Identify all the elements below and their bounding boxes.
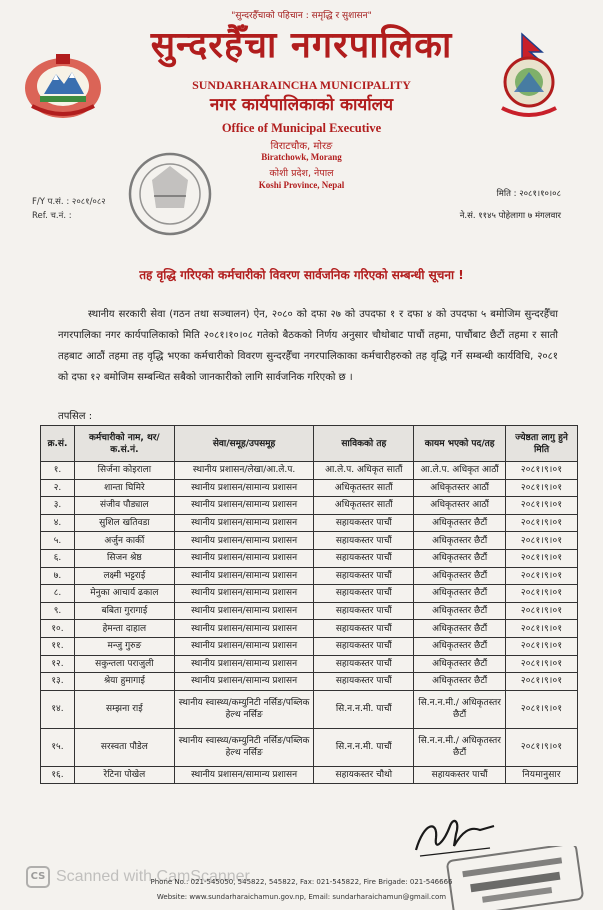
table-cell: सि.न.न.मी. पाचौं: [314, 728, 414, 766]
office-title-en: Office of Municipal Executive: [221, 121, 382, 135]
table-cell: स्थानीय प्रशासन/सामान्य प्रशासन: [174, 655, 314, 673]
table-cell: २०८१।९।०१: [506, 728, 578, 766]
table-row: [41, 620, 578, 638]
table-cell: स्थानीय स्वास्थ्य/कम्युनिटी नर्सिङ/पब्लिक हेल्थ नर्सिङ: [174, 690, 314, 728]
employee-promotion-table: [40, 425, 578, 784]
table-cell: अधिकृतस्तर सातौं: [314, 479, 414, 497]
table-cell: अधिकृतस्तर छैटौं: [414, 637, 506, 655]
column-header: क्र.सं.: [41, 426, 75, 462]
table-row: [41, 514, 578, 532]
table-cell: सकुन्तला पराजुली: [74, 655, 174, 673]
table-cell: सहायकस्तर पाचौं: [314, 637, 414, 655]
table-row: [41, 462, 578, 480]
table-row: [41, 766, 578, 784]
table-cell: बबिता गुरागाई: [74, 602, 174, 620]
notice-subject: तह वृद्धि गरिएको कर्मचारीको विवरण सार्वजनिक गरिएको सम्बन्धी सूचना !: [139, 268, 464, 282]
table-row: [41, 567, 578, 585]
table-row: [41, 637, 578, 655]
address-en-1: Biratchowk, Morang: [261, 152, 342, 162]
table-cell: २०८१।९।०१: [506, 673, 578, 691]
column-header: साविकको तह: [314, 426, 414, 462]
table-cell: २०८१।९।०१: [506, 497, 578, 515]
table-cell: हेमन्ता दाहाल: [74, 620, 174, 638]
table-cell: शान्ता घिमिरे: [74, 479, 174, 497]
table-cell: सहायकस्तर पाचौं: [314, 567, 414, 585]
municipality-title-en: SUNDARHARAINCHA MUNICIPALITY: [192, 78, 411, 92]
table-row: [41, 728, 578, 766]
table-cell: १.: [41, 462, 75, 480]
table-cell: १४.: [41, 690, 75, 728]
fiscal-year-ref: F/Y प.सं. : २०८१/०८२: [32, 197, 106, 207]
annex-label: तपसिल :: [58, 411, 93, 422]
table-cell: स्थानीय प्रशासन/सामान्य प्रशासन: [174, 567, 314, 585]
table-cell: आ.ले.प. अधिकृत सातौं: [314, 462, 414, 480]
table-cell: मेनुका आचार्य ढकाल: [74, 585, 174, 603]
table-cell: मन्जु गुरुङ: [74, 637, 174, 655]
table-cell: स्थानीय प्रशासन/सामान्य प्रशासन: [174, 497, 314, 515]
table-cell: सहायकस्तर पाचौं: [314, 602, 414, 620]
table-cell: अधिकृतस्तर छैटौं: [414, 620, 506, 638]
table-cell: संजीव पौड्याल: [74, 497, 174, 515]
table-cell: सम्झना राई: [74, 690, 174, 728]
table-cell: अर्जुन कार्की: [74, 532, 174, 550]
table-cell: अधिकृतस्तर छैटौं: [414, 532, 506, 550]
table-cell: १२.: [41, 655, 75, 673]
table-cell: अधिकृतस्तर आठौं: [414, 497, 506, 515]
table-cell: ७.: [41, 567, 75, 585]
table-cell: स्थानीय प्रशासन/सामान्य प्रशासन: [174, 585, 314, 603]
table-cell: ८.: [41, 585, 75, 603]
table-cell: स्थानीय प्रशासन/सामान्य प्रशासन: [174, 549, 314, 567]
office-title-np: नगर कार्यपालिकाको कार्यालय: [209, 95, 394, 115]
table-cell: अधिकृतस्तर सातौं: [314, 497, 414, 515]
table-cell: २०८१।९।०१: [506, 585, 578, 603]
table-cell: स्थानीय स्वास्थ्य/कम्युनिटी नर्सिङ/पब्लिक हेल्थ नर्सिङ: [174, 728, 314, 766]
table-cell: श्रेया हुमागाई: [74, 673, 174, 691]
table-cell: अधिकृतस्तर छैटौं: [414, 655, 506, 673]
table-cell: ३.: [41, 497, 75, 515]
table-cell: अधिकृतस्तर छैटौं: [414, 514, 506, 532]
table-cell: लक्ष्मी भट्टराई: [74, 567, 174, 585]
table-cell: अधिकृतस्तर छैटौं: [414, 585, 506, 603]
table-row: [41, 549, 578, 567]
table-cell: १५.: [41, 728, 75, 766]
table-cell: २.: [41, 479, 75, 497]
table-cell: सि.न.न.मी. पाचौं: [314, 690, 414, 728]
table-cell: अधिकृतस्तर छैटौं: [414, 602, 506, 620]
table-cell: २०८१।९।०१: [506, 637, 578, 655]
table-cell: २०८१।९।०१: [506, 690, 578, 728]
table-cell: १०.: [41, 620, 75, 638]
table-cell: ९.: [41, 602, 75, 620]
camscanner-icon: CS: [26, 866, 50, 888]
table-cell: सहायकस्तर पाचौं: [314, 655, 414, 673]
table-cell: स्थानीय प्रशासन/सामान्य प्रशासन: [174, 637, 314, 655]
nepal-sambat-date: ने.सं. ११४५ पोहेलागा ७ मंगलवार: [459, 211, 561, 221]
table-cell: २०८१।९।०१: [506, 567, 578, 585]
table-body: [41, 462, 578, 784]
footer-contact: Phone No.: 021-545050, 545822, 545822, Fax: 021-545822, Fire Brigade: 021-546666: [150, 878, 453, 886]
table-cell: २०८१।९।०१: [506, 602, 578, 620]
address-np-1: विराटचौक, मोरङ: [270, 141, 333, 152]
address-np-2: कोशी प्रदेश, नेपाल: [269, 168, 334, 179]
table-cell: नियमानुसार: [506, 766, 578, 784]
table-row: [41, 673, 578, 691]
table-cell: ११.: [41, 637, 75, 655]
table-cell: सि.न.न.मी./ अधिकृतस्तर छैटौं: [414, 728, 506, 766]
table-cell: २०८१।९।०१: [506, 479, 578, 497]
table-cell: ५.: [41, 532, 75, 550]
table-header-row: [41, 426, 578, 462]
table-cell: सहायकस्तर पाचौं: [314, 620, 414, 638]
table-cell: सिर्जना कोइराला: [74, 462, 174, 480]
table-cell: स्थानीय प्रशासन/सामान्य प्रशासन: [174, 766, 314, 784]
table-cell: सि.न.न.मी./ अधिकृतस्तर छैटौं: [414, 690, 506, 728]
nepal-emblem-icon: [22, 50, 104, 120]
table-cell: स्थानीय प्रशासन/सामान्य प्रशासन: [174, 479, 314, 497]
column-header: सेवा/समूह/उपसमूह: [174, 426, 314, 462]
table-cell: सिजन श्रेष्ठ: [74, 549, 174, 567]
table-row: [41, 602, 578, 620]
table-cell: स्थानीय प्रशासन/सामान्य प्रशासन: [174, 514, 314, 532]
column-header: कर्मचारीको नाम, थर/क.सं.नं.: [74, 426, 174, 462]
table-row: [41, 655, 578, 673]
table-cell: ६.: [41, 549, 75, 567]
table-cell: २०८१।९।०१: [506, 549, 578, 567]
municipality-title-np: सुन्दरहैँचा नगरपालिका: [150, 25, 453, 66]
date: मिति : २०८१।१०।०८: [496, 189, 561, 199]
column-header: कायम भएको पद/तह: [414, 426, 506, 462]
municipality-logo-icon: [494, 30, 564, 120]
table-cell: सहायकस्तर पाचौं: [314, 585, 414, 603]
footer-website: Website: www.sundarharaichamun.gov.np, Email: sundarharaichamun@gmail.com: [156, 893, 447, 901]
table-cell: १६.: [41, 766, 75, 784]
table-row: [41, 479, 578, 497]
table-cell: स्थानीय प्रशासन/सामान्य प्रशासन: [174, 532, 314, 550]
table-cell: सहायकस्तर पाचौं: [314, 514, 414, 532]
table-row: [41, 690, 578, 728]
table-cell: स्थानीय प्रशासन/सामान्य प्रशासन: [174, 673, 314, 691]
table-cell: २०८१।९।०१: [506, 462, 578, 480]
table-cell: अधिकृतस्तर आठौं: [414, 479, 506, 497]
table-cell: स्थानीय प्रशासन/सामान्य प्रशासन: [174, 602, 314, 620]
table-row: [41, 585, 578, 603]
table-cell: स्थानीय प्रशासन/लेखा/आ.ले.प.: [174, 462, 314, 480]
scanner-watermark: Scanned with CamScanner: [56, 868, 250, 885]
notice-body: स्थानीय सरकारी सेवा (गठन तथा सञ्चालन) ऐन, २०८० को दफा २७ को उपदफा १ र दफा ४ को उपदफा ५ बमोजिम सुन्दरहैँचा नगरपालिका नगर कार्यपालिकाको मिति २०८१।१०।०८ गतेको बैठकको निर्णय अनुसार चौथोबाट पाचौं तहमा, पाचौंबाट छैटौं तहमा र सातौ तहबाट आठौं तहमा तह वृद्धि भएका कर्मचारीको विवरण सुन्दरहैँचा नगरपालिकाका कर्मचारीहरुको तह वृद्धि गर्ने सम्बन्धी कार्यविधि, २०८१ को दफा १२ बमोजिम सम्बन्धित सबैको जानकारीको लागि सार्वजनिक गरिएको छ ।: [58, 309, 558, 383]
column-header: ज्येष्ठता लागु हुने मिति: [506, 426, 578, 462]
motto: "सुन्दरहैँचाको पहिचान : समृद्धि र सुशासन": [231, 11, 372, 21]
table-row: [41, 532, 578, 550]
table-cell: स्थानीय प्रशासन/सामान्य प्रशासन: [174, 620, 314, 638]
table-cell: २०८१।९।०१: [506, 620, 578, 638]
table-cell: आ.ले.प. अधिकृत आठौं: [414, 462, 506, 480]
table-cell: ४.: [41, 514, 75, 532]
table-cell: सहायकस्तर चौथो: [314, 766, 414, 784]
table-cell: सहायकस्तर पाचौं: [314, 673, 414, 691]
table-cell: अधिकृतस्तर छैटौं: [414, 549, 506, 567]
table-cell: अधिकृतस्तर छैटौं: [414, 673, 506, 691]
table-cell: रेटिना पोखेल: [74, 766, 174, 784]
table-row: [41, 497, 578, 515]
table-cell: २०८१।९।०१: [506, 655, 578, 673]
table-cell: २०८१।९।०१: [506, 514, 578, 532]
office-stamp-icon: [124, 150, 216, 238]
table-cell: सहायकस्तर पाचौं: [314, 549, 414, 567]
reference-number: Ref. च.नं. :: [32, 211, 72, 221]
table-cell: अधिकृतस्तर छैटौं: [414, 567, 506, 585]
table-cell: १३.: [41, 673, 75, 691]
table-cell: २०८१।९।०१: [506, 532, 578, 550]
table-cell: सरस्वता पौडेल: [74, 728, 174, 766]
address-en-2: Koshi Province, Nepal: [258, 180, 345, 190]
table-cell: सुशिल खतिवडा: [74, 514, 174, 532]
table-cell: सहायकस्तर पाचौं: [314, 532, 414, 550]
table-cell: सहायकस्तर पाचौं: [414, 766, 506, 784]
